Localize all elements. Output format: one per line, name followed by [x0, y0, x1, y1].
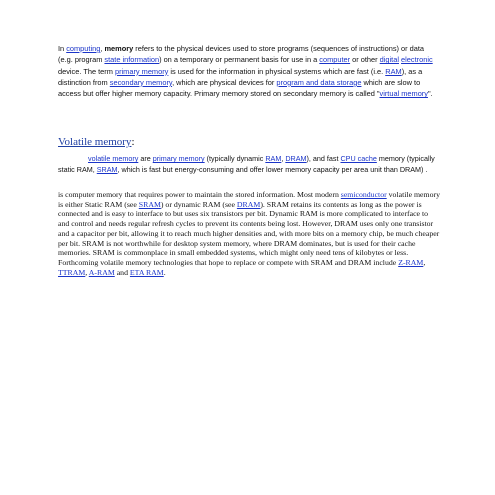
link-ttram[interactable]: TTRAM — [58, 267, 86, 277]
link-dram-2[interactable]: DRAM — [236, 199, 261, 209]
text: , — [281, 154, 286, 163]
text: is used for the information in physical systems which are fast (i.e. — [168, 66, 386, 76]
text: memory (typically static RAM, — [58, 154, 435, 175]
intro-paragraph — [58, 43, 440, 99]
text: , which are physical devices for — [172, 77, 277, 87]
text: device. The term — [58, 66, 115, 76]
link-state-information[interactable]: state information — [104, 55, 160, 65]
text: . — [163, 267, 166, 277]
link-computer[interactable]: computer — [319, 55, 351, 65]
term-memory: memory — [104, 44, 134, 53]
volatile-memory-heading — [58, 135, 438, 149]
link-sram-2[interactable]: SRAM — [138, 199, 161, 209]
link-z-ram[interactable]: Z-RAM — [398, 257, 424, 267]
link-primary-memory[interactable]: primary memory — [114, 66, 169, 76]
text: ) or dynamic RAM (see — [160, 199, 237, 209]
link-volatile-memory-heading[interactable]: Volatile memory — [58, 136, 132, 148]
text: and — [114, 267, 130, 277]
text: , which is fast but energy-consuming and offer lower memory capacity per area unit than DRAM) . — [117, 165, 428, 175]
link-sram[interactable]: SRAM — [96, 165, 118, 175]
link-secondary-memory[interactable]: secondary memory — [109, 77, 173, 87]
link-dram[interactable]: DRAM — [285, 154, 307, 163]
link-ram[interactable]: RAM — [385, 66, 402, 76]
text: volatile memory is either Static RAM (see — [58, 190, 440, 209]
text: ), as a distinction from — [58, 66, 423, 87]
link-volatile-memory[interactable]: volatile memory — [88, 154, 139, 163]
link-ram-2[interactable]: RAM — [265, 154, 282, 163]
link-digital[interactable]: digital — [379, 55, 399, 65]
link-program-and-data-storage[interactable]: program and data storage — [276, 77, 362, 87]
text: ). SRAM retains its contents as long as the power is connected and is easy to interface to but uses six transistors per bit. Dynamic RAM is more complicated to interface to and control and needs regular refresh cycles to prevent its contents being lost. However, DRAM uses only one transistor and a capacitor per bit, allowing it to reach much higher densities and, with more bits on a memory chip, be much cheaper per bit. SRAM is not worthwhile for desktop system memory, where DRAM dominates, but is used for their cache memories. SRAM is commonplace in small embedded systems, which might only need tens of kilobytes or less. Forthcoming volatile memory technologies that hope to replace or compete with SRAM and DRAM include — [58, 199, 440, 267]
text: ) on a temporary or permanent basis for use in a — [159, 55, 320, 65]
text: In — [58, 44, 67, 53]
volatile-summary-paragraph — [58, 153, 438, 175]
text: (typically dynamic — [204, 154, 266, 163]
link-semiconductor[interactable]: semiconductor — [340, 190, 387, 199]
text: are — [138, 154, 153, 163]
link-electronic[interactable]: electronic — [401, 55, 433, 65]
text: ), and fast — [306, 154, 341, 163]
text: is computer memory that requires power to maintain the stored information. Most modern — [58, 190, 341, 199]
link-eta-ram[interactable]: ETA RAM — [129, 267, 164, 277]
text: or other — [350, 55, 380, 65]
text: , — [85, 267, 89, 277]
link-computing[interactable]: computing — [66, 44, 101, 53]
text: , — [100, 44, 105, 53]
text: , — [423, 257, 426, 267]
link-a-ram[interactable]: A-RAM — [88, 267, 115, 277]
link-virtual-memory[interactable]: virtual memory — [379, 89, 428, 99]
text: which are slow to access but offer higher memory capacity. Primary memory stored on secondary memory is called " — [58, 77, 421, 99]
text: ". — [427, 89, 433, 99]
text: refers to the physical devices used to store programs (sequences of instructions) or data (e.g. program — [58, 44, 425, 65]
volatile-detail-paragraph — [58, 190, 440, 277]
link-cpu-cache[interactable]: CPU cache — [340, 154, 377, 163]
link-primary-memory-2[interactable]: primary memory — [152, 154, 205, 163]
heading-colon: : — [131, 136, 135, 148]
